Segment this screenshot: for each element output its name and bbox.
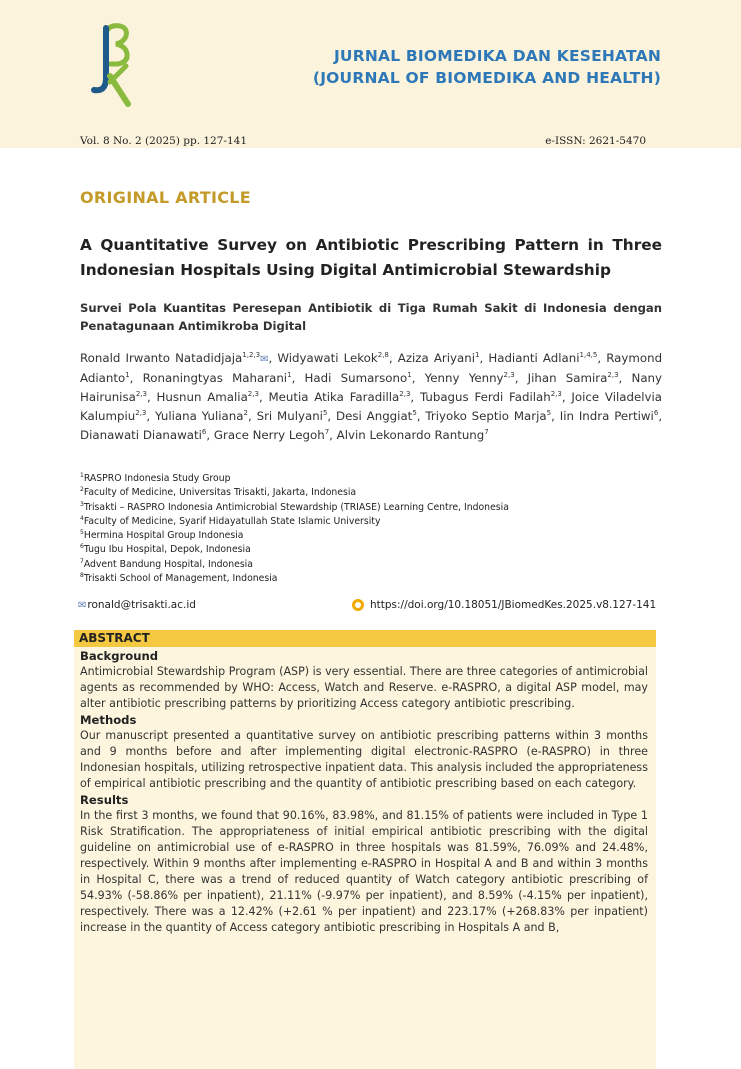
author-affiliation-marker: 1: [407, 371, 412, 380]
affiliation-item: [80, 558, 662, 572]
author-affiliation-marker: 2: [243, 409, 248, 418]
author-list: Ronald Irwanto Natadidjaja$^{1,2,3}$✉, Widyawati Lekok$^{2,8}$, Aziza Ariyani$^1$, Hadianti Adlani$^{1,4,5}$, Raymond Adianto$^1$, Ronaningtyas Maharani$^1$, Hadi Sumarsono$^1$, Yenny Yenny$^{2,3}$, Jihan Samira$^{2,3}$, Nany Hairunisa$^{2,3}$, Husnun Amalia$^{2,3}$, Meutia Atika Faradilla$^{2,3}$, Tubagus Ferdi Fadilah$^{2,3}$, Joice Viladelvia Kalumpiu$^{2,3}$, Yuliana Yuliana$^2$, Sri Mulyani$^5$, Desi Anggiat$^5$, Triyoko Septio Marja$^5$, Iin Indra Pertiwi$^6$, Dianawati Dianawati$^6$, Grace Nerry Legoh$^7$, Alvin Lekonardo Rantung$^7$: [80, 351, 663, 442]
affiliation-number: 5: [80, 529, 84, 537]
author-name: Hadianti Adlani: [488, 351, 580, 365]
affiliation-number: 4: [80, 514, 84, 522]
affiliation-item: [80, 572, 662, 586]
author-affiliation-marker: 5: [412, 409, 417, 418]
author-affiliation-marker: 7: [484, 428, 489, 437]
author-affiliation-marker: 1: [125, 371, 130, 380]
author-name: Nany Hairunisa: [80, 371, 663, 404]
corresponding-mail-icon: ✉: [260, 354, 269, 365]
author-affiliation-marker: 2,3: [247, 390, 259, 399]
author-name: Ronald Irwanto Natadidjaja: [80, 351, 243, 365]
author-name: Yuliana Yuliana: [155, 409, 244, 423]
affiliation-item: [80, 472, 662, 486]
author-name: Grace Nerry Legoh: [213, 428, 325, 442]
doi-icon: [352, 599, 364, 611]
abstract-section-heading: Results: [80, 793, 129, 807]
author-entry: [305, 371, 412, 385]
volume-line: Vol. 8 No. 2 (2025) pp. 127-141: [80, 135, 248, 147]
author-entry: [560, 409, 659, 423]
author-affiliation-marker: 2,3: [135, 409, 147, 418]
author-entry: [420, 390, 562, 404]
author-name: Dianawati Dianawati: [80, 428, 202, 442]
author-entry: [425, 409, 551, 423]
author-entry: [425, 371, 515, 385]
author-name: Meutia Atika Faradilla: [268, 390, 400, 404]
affiliation-text: Trisakti School of Management, Indonesia: [83, 573, 278, 585]
email-address[interactable]: ronald@trisakti.ac.id: [87, 599, 196, 611]
abstract-box: [74, 630, 656, 1069]
affiliation-number: 2: [80, 486, 84, 494]
affiliation-number: 7: [80, 557, 84, 565]
author-name: Desi Anggiat: [336, 409, 413, 423]
author-name: Iin Indra Pertiwi: [559, 409, 654, 423]
author-name: Jihan Samira: [527, 371, 608, 385]
author-name: Yenny Yenny: [424, 371, 504, 385]
envelope-icon: ✉: [78, 599, 87, 611]
affiliation-item: [80, 529, 662, 543]
author-affiliation-marker: 1: [475, 351, 480, 360]
author-affiliation-marker: 6: [653, 409, 659, 418]
affiliation-number: 1: [80, 471, 84, 479]
abstract-body: [74, 647, 656, 936]
author-entry: [214, 428, 329, 442]
author-entry: [398, 351, 480, 365]
abstract-section-text: In the first 3 months, we found that 90.16%, 83.98%, and 81.15% of patients were included in Type 1 Risk Stratification. The appropriateness of initial empirical antibiotic prescribing with the digital guideline on antimicrobial use of e-RASPRO in three hospitals was 81.59%, 76.09% and 24.48%, respectively. Within 9 months after implementing e-RASPRO in Hospital A and B and within 3 months in Hospital C, there was a trend of reduced quantity of Watch category antibiotic prescribing of 54.93% (-58.86% per inpatient), 21.11% (-9.97% per inpatient), and 8.59% (-4.15% per inpatient), respectively. There was a 12.42% (+2.61 % per inpatient) and 223.17% (+268.83% per inpatient) increase in the quantity of Access category antibiotic prescribing in Hospitals A and B,: [80, 809, 648, 934]
author-affiliation-marker: 5: [322, 409, 328, 418]
author-name: Triyoko Septio Marja: [425, 409, 547, 423]
affiliation-text: Hermina Hospital Group Indonesia: [83, 530, 244, 542]
doi-url[interactable]: https://doi.org/10.18051/JBiomedKes.2025.v8.127-141: [370, 599, 657, 611]
author-affiliation-marker: 2,3: [399, 390, 411, 399]
eissn-line: e-ISSN: 2621-5470: [545, 135, 646, 147]
author-entry: [277, 351, 389, 365]
author-entry: [155, 409, 248, 423]
author-entry: [80, 351, 269, 365]
author-affiliation-marker: 1,4,5: [579, 351, 598, 360]
abstract-heading: ABSTRACT: [74, 630, 656, 647]
affiliation-item: [80, 515, 662, 529]
article-type: ORIGINAL ARTICLE: [80, 188, 252, 207]
author-affiliation-marker: 2,3: [550, 390, 562, 399]
author-entry: [257, 409, 328, 423]
author-affiliation-marker: 2,8: [377, 351, 389, 360]
author-affiliation-marker: 2,3: [503, 371, 515, 380]
affiliation-item: [80, 501, 662, 515]
journal-logo: [80, 20, 140, 110]
author-affiliation-marker: 2,3: [135, 390, 147, 399]
affiliation-text: Faculty of Medicine, Universitas Trisakti, Jakarta, Indonesia: [83, 487, 357, 499]
author-name: Alvin Lekonardo Rantung: [336, 428, 485, 442]
doi-link[interactable]: [352, 599, 656, 611]
author-entry: [528, 371, 619, 385]
abstract-section-heading: Methods: [80, 713, 137, 727]
affiliation-text: Faculty of Medicine, Syarif Hidayatullah State Islamic University: [83, 515, 381, 527]
author-affiliation-marker: 1,2,3: [242, 351, 261, 360]
affiliation-text: Trisakti – RASPRO Indonesia Antimicrobial Stewardship (TRIASE) Learning Centre, Indonesia: [83, 501, 509, 513]
affiliation-item: [80, 486, 662, 500]
abstract-section-heading: Background: [80, 649, 159, 663]
author-entry: [268, 390, 410, 404]
author-entry: [143, 371, 292, 385]
author-name: Hadi Sumarsono: [304, 371, 408, 385]
author-entry: [337, 428, 489, 442]
author-entry: [336, 409, 417, 423]
affiliation-list: [80, 472, 662, 586]
author-name: Raymond Adianto: [80, 351, 663, 385]
affiliation-number: 8: [80, 571, 84, 579]
author-name: Sri Mulyani: [256, 409, 323, 423]
journal-header: [0, 0, 741, 148]
author-name: Tubagus Ferdi Fadilah: [419, 390, 551, 404]
affiliation-item: [80, 543, 662, 557]
author-affiliation-marker: 7: [324, 428, 330, 437]
author-affiliation-marker: 5: [546, 409, 552, 418]
affiliation-text: RASPRO Indonesia Study Group: [83, 473, 231, 484]
affiliation-text: Advent Bandung Hospital, Indonesia: [83, 558, 253, 570]
author-name: Husnun Amalia: [156, 390, 248, 404]
author-affiliation-marker: 6: [201, 428, 207, 437]
author-name: Ronaningtyas Maharani: [142, 371, 288, 385]
author-name: Joice Viladelvia Kalumpiu: [80, 390, 662, 423]
journal-name: JURNAL BIOMEDIKA DAN KESEHATAN: [333, 47, 661, 65]
abstract-section-text: Antimicrobial Stewardship Program (ASP) is very essential. There are three categories of antimicrobial agents as recommended by WHO: Access, Watch and Reserve. e-RASPRO, a digital ASP model, may alter antibiotic prescribing patterns by prioritizing Access category antibiotic prescribing.: [80, 665, 648, 710]
corresponding-email[interactable]: [78, 599, 196, 611]
author-entry: [80, 428, 206, 442]
article-subtitle: Survei Pola Kuantitas Peresepan Antibiotik di Tiga Rumah Sakit di Indonesia dengan Penatagunaan Antimikroba Digital: [80, 301, 662, 333]
author-entry: [488, 351, 597, 365]
affiliation-number: 3: [80, 500, 84, 508]
author-affiliation-marker: 2,3: [607, 371, 619, 380]
journal-title: [313, 45, 661, 89]
affiliation-number: 6: [80, 543, 84, 551]
author-entry: [157, 390, 259, 404]
journal-name-en: (JOURNAL OF BIOMEDIKA AND HEALTH): [312, 69, 661, 87]
author-name: Widyawati Lekok: [277, 351, 378, 365]
article-title: A Quantitative Survey on Antibiotic Prescribing Pattern in Three Indonesian Hospitals Using Digital Antimicrobial Stewardship: [80, 236, 662, 279]
author-affiliation-marker: 1: [287, 371, 292, 380]
author-name: Aziza Ariyani: [397, 351, 475, 365]
abstract-section-text: Our manuscript presented a quantitative survey on antibiotic prescribing patterns within 3 months and 9 months before and after implementing digital electronic-RASPRO (e-RASPRO) in three Indonesian hospitals, utilizing retrospective inpatient data. This analysis included the appropriateness of empirical antibiotic prescribing and the quantity of antibiotic prescribing based on each category.: [80, 729, 648, 790]
affiliation-text: Tugu Ibu Hospital, Depok, Indonesia: [83, 544, 251, 556]
